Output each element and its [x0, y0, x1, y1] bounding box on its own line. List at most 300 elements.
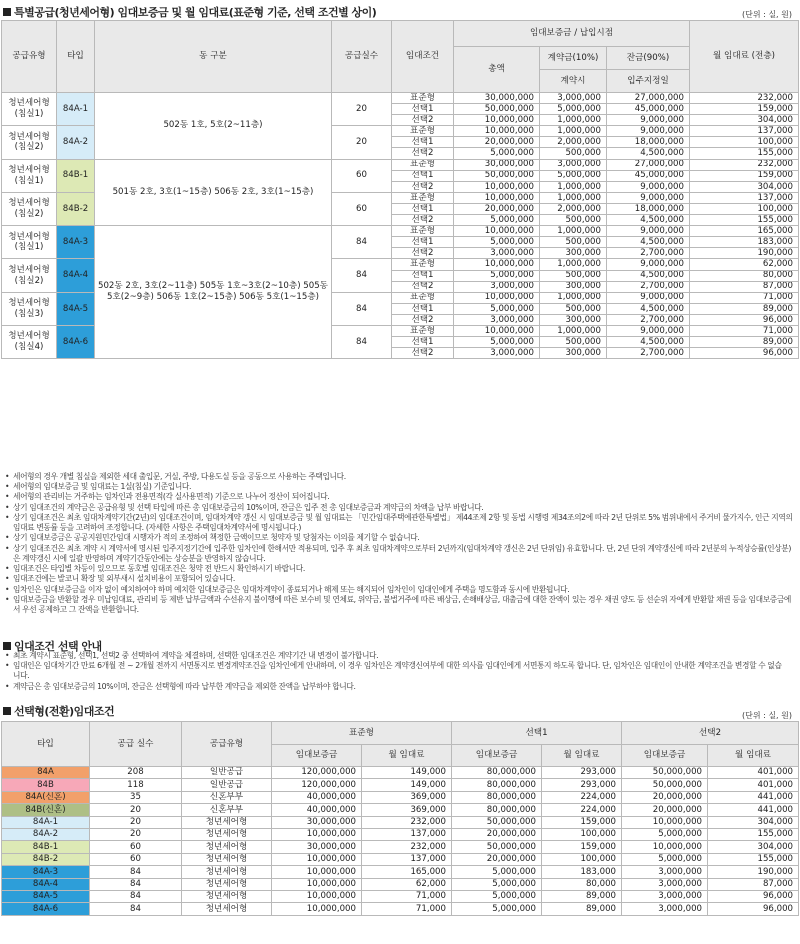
supply-count-cell: 84: [332, 325, 392, 358]
unit-label-2: (단위 : 실, 원): [741, 711, 792, 720]
condition-cell: 표준형: [392, 226, 454, 237]
option2-monthly-cell: 304,000: [708, 841, 799, 853]
option2-monthly-cell: 190,000: [708, 866, 799, 878]
type-badge: 84B(신혼): [2, 804, 90, 816]
supply-type-cell: 신혼부부: [182, 804, 272, 816]
contract-cell: 300,000: [540, 248, 607, 259]
option2-monthly-cell: 87,000: [708, 878, 799, 890]
supply-type-cell: 청년세어형 (침실1): [2, 159, 57, 192]
monthly-rent-cell: 96,000: [690, 348, 799, 359]
contract-cell: 5,000,000: [540, 170, 607, 181]
contract-cell: 300,000: [540, 348, 607, 359]
total-deposit-cell: 10,000,000: [454, 192, 540, 203]
note-item: • 상기 임대조건은 최초 임대차계약기간(2년)의 임대조건이며, 임대차계약 갱신 시 임대보증금 및 월 임대료는 「민간임대주택에관한특별법」 제44조제 2항 및 동법 시행령 제34조의2에 따라 2년 단위로 5% 범위내에서 주거비 물가지수, 인근 지역의 임대료 변동률 등을 고려하여 조정합니다. (자세한 사항은 주택임대차계약서에 명시됩니다.): [5, 513, 793, 533]
standard-deposit-cell: 30,000,000: [272, 841, 362, 853]
standard-deposit-cell: 40,000,000: [272, 804, 362, 816]
monthly-rent-cell: 159,000: [690, 104, 799, 115]
option1-monthly-cell: 293,000: [542, 767, 622, 779]
condition-cell: 선택2: [392, 181, 454, 192]
contract-cell: 1,000,000: [540, 325, 607, 336]
option2-deposit-cell: 3,000,000: [622, 890, 708, 902]
condition-cell: 선택2: [392, 314, 454, 325]
contract-cell: 500,000: [540, 215, 607, 226]
type-badge: 84A(신혼): [2, 791, 90, 803]
monthly-rent-cell: 89,000: [690, 337, 799, 348]
total-deposit-cell: 10,000,000: [454, 325, 540, 336]
option2-deposit-cell: 20,000,000: [622, 804, 708, 816]
balance-cell: 4,500,000: [607, 303, 690, 314]
balance-cell: 9,000,000: [607, 126, 690, 137]
supply-count-cell: 20: [90, 804, 182, 816]
supply-type-cell: 청년세어형: [182, 866, 272, 878]
supply-type-cell: 청년세어형 (침실4): [2, 325, 57, 358]
standard-monthly-cell: 137,000: [362, 853, 452, 865]
option2-deposit-cell: 3,000,000: [622, 878, 708, 890]
supply-count-cell: 84: [332, 259, 392, 292]
option2-monthly-cell: 441,000: [708, 791, 799, 803]
header-contract: 계약금(10%): [540, 47, 607, 70]
option2-deposit-cell: 50,000,000: [622, 767, 708, 779]
type-badge: 84A-4: [57, 259, 95, 292]
option1-monthly-cell: 80,000: [542, 878, 622, 890]
contract-cell: 300,000: [540, 314, 607, 325]
condition-cell: 표준형: [392, 292, 454, 303]
supply-type-cell: 일반공급: [182, 767, 272, 779]
contract-cell: 500,000: [540, 237, 607, 248]
condition-cell: 선택1: [392, 170, 454, 181]
monthly-rent-cell: 159,000: [690, 170, 799, 181]
type-badge: 84A-3: [57, 226, 95, 259]
standard-deposit-cell: 10,000,000: [272, 853, 362, 865]
standard-monthly-cell: 137,000: [362, 828, 452, 840]
option1-monthly-cell: 224,000: [542, 804, 622, 816]
type-badge: 84A-2: [2, 828, 90, 840]
condition-cell: 선택2: [392, 215, 454, 226]
supply-type-cell: 청년세어형 (침실2): [2, 192, 57, 225]
supply-type-cell: 청년세어형 (침실1): [2, 93, 57, 126]
contract-cell: 1,000,000: [540, 259, 607, 270]
table-row: [2, 93, 799, 104]
note-item: • 계약금은 총 임대보증금의 10%이며, 잔금은 선택형에 따라 납부한 계약금을 제외한 잔액을 납부하야 합니다.: [5, 682, 785, 692]
standard-deposit-cell: 120,000,000: [272, 779, 362, 791]
balance-cell: 27,000,000: [607, 93, 690, 104]
header-type: 타입: [2, 722, 90, 767]
condition-cell: 표준형: [392, 126, 454, 137]
notes-condition-guide: [5, 651, 785, 692]
balance-cell: 4,500,000: [607, 337, 690, 348]
monthly-rent-cell: 137,000: [690, 126, 799, 137]
option2-monthly-cell: 96,000: [708, 903, 799, 915]
balance-cell: 45,000,000: [607, 104, 690, 115]
option2-deposit-cell: 10,000,000: [622, 816, 708, 828]
contract-cell: 5,000,000: [540, 104, 607, 115]
supply-count-cell: 60: [90, 841, 182, 853]
condition-cell: 표준형: [392, 192, 454, 203]
condition-cell: 표준형: [392, 325, 454, 336]
balance-cell: 2,700,000: [607, 314, 690, 325]
table-row: [2, 903, 799, 915]
note-item: • 임대조건에는 발코니 확장 및 외부새시 설치비용이 포함되어 있습니다.: [5, 574, 793, 584]
total-deposit-cell: 50,000,000: [454, 170, 540, 181]
contract-cell: 3,000,000: [540, 159, 607, 170]
total-deposit-cell: 3,000,000: [454, 281, 540, 292]
supply-type-cell: 일반공급: [182, 779, 272, 791]
standard-deposit-cell: 30,000,000: [272, 816, 362, 828]
option2-deposit-cell: 20,000,000: [622, 791, 708, 803]
total-deposit-cell: 30,000,000: [454, 159, 540, 170]
supply-type-cell: 청년세어형: [182, 878, 272, 890]
standard-deposit-cell: 10,000,000: [272, 828, 362, 840]
balance-cell: 4,500,000: [607, 237, 690, 248]
monthly-rent-cell: 137,000: [690, 192, 799, 203]
option2-monthly-cell: 96,000: [708, 890, 799, 902]
option2-deposit-cell: 50,000,000: [622, 779, 708, 791]
table-row: [2, 841, 799, 853]
contract-cell: 3,000,000: [540, 93, 607, 104]
monthly-rent-cell: 71,000: [690, 292, 799, 303]
header-option2: 선택2: [622, 722, 799, 745]
supply-count-cell: 84: [90, 903, 182, 915]
condition-cell: 선택1: [392, 270, 454, 281]
contract-cell: 1,000,000: [540, 181, 607, 192]
supply-count-cell: 208: [90, 767, 182, 779]
standard-deposit-cell: 10,000,000: [272, 903, 362, 915]
header-balance: 잔금(90%): [607, 47, 690, 70]
table-row: [2, 816, 799, 828]
optional-conditions-table: [1, 721, 799, 916]
section-title-condition-guide: 임대조건 선택 안내: [3, 638, 102, 654]
supply-count-cell: 84: [332, 292, 392, 325]
note-item: • 상기 임대조건은 최초 계약 시 계약서에 명시된 입주지정기간에 입주한 임차인에 한해서만 적용되며, 입주 후 최초 임대차계약으로부터 2년까지(임대차계약 갱신은 2년 단위임) 유효합니다. 단, 2년 단위 계약갱신에 따라 2년분의 누적상승률(인상분)은 계약갱신 시에 일괄 반영하며 계약기간동안에는 상승분을 반영하지 않습니다.: [5, 544, 793, 564]
header-deposit: 임대보증금: [272, 745, 362, 767]
balance-cell: 9,000,000: [607, 259, 690, 270]
total-deposit-cell: 10,000,000: [454, 115, 540, 126]
option1-monthly-cell: 89,000: [542, 903, 622, 915]
total-deposit-cell: 3,000,000: [454, 248, 540, 259]
table-row: [2, 804, 799, 816]
supply-type-cell: 청년세어형: [182, 828, 272, 840]
header-building: 동 구분: [95, 21, 332, 93]
supply-type-cell: 청년세어형: [182, 816, 272, 828]
balance-cell: 9,000,000: [607, 292, 690, 303]
balance-cell: 4,500,000: [607, 270, 690, 281]
condition-cell: 선택2: [392, 148, 454, 159]
table-row: [2, 878, 799, 890]
balance-cell: 9,000,000: [607, 226, 690, 237]
total-deposit-cell: 10,000,000: [454, 126, 540, 137]
note-item: • 세어형의 임대보증금 및 임대료는 1실(침실) 기준입니다.: [5, 482, 793, 492]
contract-cell: 1,000,000: [540, 192, 607, 203]
note-item: • 임차인은 임대보증금을 이자 없이 예치하여야 하며 예치한 임대보증금은 임대차계약이 종료되거나 해제 또는 해지되어 임차인이 임대인에게 주택을 명도함과 동시에 반환됩니다.: [5, 585, 793, 595]
condition-cell: 표준형: [392, 159, 454, 170]
option1-deposit-cell: 50,000,000: [452, 816, 542, 828]
type-badge: 84B-1: [57, 159, 95, 192]
contract-cell: 500,000: [540, 337, 607, 348]
building-cell: 502동 2호, 3호(2~11층) 505동 1호~3호(2~10층) 505동 5호(2~9층) 506동 1호(2~15층) 506동 5호(1~15층): [95, 226, 332, 359]
contract-cell: 500,000: [540, 270, 607, 281]
monthly-rent-cell: 165,000: [690, 226, 799, 237]
option1-monthly-cell: 183,000: [542, 866, 622, 878]
option1-monthly-cell: 159,000: [542, 816, 622, 828]
building-cell: 501동 2호, 3호(1~15층) 506동 2호, 3호(1~15층): [95, 159, 332, 226]
supply-count-cell: 20: [90, 828, 182, 840]
option1-monthly-cell: 89,000: [542, 890, 622, 902]
total-deposit-cell: 10,000,000: [454, 226, 540, 237]
supply-count-cell: 60: [332, 192, 392, 225]
supply-count-cell: 84: [332, 226, 392, 259]
type-badge: 84A: [2, 767, 90, 779]
option2-monthly-cell: 401,000: [708, 767, 799, 779]
table-row: [2, 779, 799, 791]
monthly-rent-cell: 304,000: [690, 115, 799, 126]
monthly-rent-cell: 232,000: [690, 93, 799, 104]
header-option1: 선택1: [452, 722, 622, 745]
contract-cell: 500,000: [540, 148, 607, 159]
standard-monthly-cell: 369,000: [362, 804, 452, 816]
monthly-rent-cell: 155,000: [690, 148, 799, 159]
table-row: [2, 866, 799, 878]
table-row: [2, 159, 799, 170]
contract-cell: 1,000,000: [540, 226, 607, 237]
option2-deposit-cell: 10,000,000: [622, 841, 708, 853]
monthly-rent-cell: 304,000: [690, 181, 799, 192]
monthly-rent-cell: 96,000: [690, 314, 799, 325]
type-badge: 84A-6: [57, 325, 95, 358]
standard-monthly-cell: 369,000: [362, 791, 452, 803]
supply-count-cell: 60: [332, 159, 392, 192]
supply-count-cell: 84: [90, 890, 182, 902]
square-bullet-icon: [3, 642, 11, 650]
option1-deposit-cell: 80,000,000: [452, 779, 542, 791]
condition-cell: 표준형: [392, 259, 454, 270]
type-badge: 84A-1: [57, 93, 95, 126]
type-badge: 84A-3: [2, 866, 90, 878]
header-monthly-rent: 월 임대료 (전층): [690, 21, 799, 93]
condition-cell: 선택1: [392, 337, 454, 348]
condition-cell: 선택1: [392, 237, 454, 248]
standard-deposit-cell: 10,000,000: [272, 890, 362, 902]
option1-deposit-cell: 5,000,000: [452, 890, 542, 902]
contract-cell: 2,000,000: [540, 137, 607, 148]
header-deposit: 임대보증금: [622, 745, 708, 767]
option2-deposit-cell: 3,000,000: [622, 866, 708, 878]
unit-label: (단위 : 실, 원): [741, 10, 792, 19]
table-row: [2, 828, 799, 840]
total-deposit-cell: 5,000,000: [454, 148, 540, 159]
option1-deposit-cell: 5,000,000: [452, 878, 542, 890]
note-item: • 세어형의 경우 개별 침실을 제외한 세대 출입문, 거실, 주방, 다용도실 등을 공동으로 사용하는 주택입니다.: [5, 472, 793, 482]
monthly-rent-cell: 183,000: [690, 237, 799, 248]
condition-cell: 선택1: [392, 203, 454, 214]
supply-type-cell: 청년세어형: [182, 841, 272, 853]
standard-monthly-cell: 149,000: [362, 779, 452, 791]
condition-cell: 선택2: [392, 115, 454, 126]
option2-monthly-cell: 155,000: [708, 828, 799, 840]
header-supply-type: 공급유형: [2, 21, 57, 93]
balance-cell: 27,000,000: [607, 159, 690, 170]
option1-deposit-cell: 5,000,000: [452, 866, 542, 878]
option1-monthly-cell: 100,000: [542, 853, 622, 865]
option1-monthly-cell: 293,000: [542, 779, 622, 791]
header-supply-type: 공급유형: [182, 722, 272, 767]
balance-cell: 2,700,000: [607, 281, 690, 292]
monthly-rent-cell: 71,000: [690, 325, 799, 336]
standard-deposit-cell: 10,000,000: [272, 878, 362, 890]
supply-count-cell: 118: [90, 779, 182, 791]
table-row: [2, 853, 799, 865]
option1-monthly-cell: 224,000: [542, 791, 622, 803]
option2-deposit-cell: 3,000,000: [622, 903, 708, 915]
total-deposit-cell: 5,000,000: [454, 303, 540, 314]
total-deposit-cell: 5,000,000: [454, 215, 540, 226]
standard-deposit-cell: 40,000,000: [272, 791, 362, 803]
type-badge: 84A-5: [2, 890, 90, 902]
standard-monthly-cell: 71,000: [362, 903, 452, 915]
supply-type-cell: 청년세어형 (침실2): [2, 126, 57, 159]
header-monthly: 월 임대료: [708, 745, 799, 767]
table-row: [2, 890, 799, 902]
condition-cell: 표준형: [392, 93, 454, 104]
type-badge: 84A-5: [57, 292, 95, 325]
monthly-rent-cell: 100,000: [690, 203, 799, 214]
standard-monthly-cell: 232,000: [362, 816, 452, 828]
option1-deposit-cell: 20,000,000: [452, 853, 542, 865]
supply-type-cell: 청년세어형: [182, 853, 272, 865]
option1-monthly-cell: 100,000: [542, 828, 622, 840]
option1-deposit-cell: 50,000,000: [452, 841, 542, 853]
supply-type-cell: 청년세어형: [182, 890, 272, 902]
option1-deposit-cell: 80,000,000: [452, 804, 542, 816]
supply-type-cell: 청년세어형: [182, 903, 272, 915]
note-item: • 임대조건은 타입별 차등이 있으므로 동호별 임대조건은 청약 전 반드시 확인하시기 바랍니다.: [5, 564, 793, 574]
option1-monthly-cell: 159,000: [542, 841, 622, 853]
supply-count-cell: 35: [90, 791, 182, 803]
supply-count-cell: 84: [90, 878, 182, 890]
type-badge: 84B-2: [2, 853, 90, 865]
option1-deposit-cell: 80,000,000: [452, 791, 542, 803]
supply-count-cell: 20: [90, 816, 182, 828]
total-deposit-cell: 5,000,000: [454, 337, 540, 348]
condition-cell: 선택2: [392, 281, 454, 292]
balance-cell: 18,000,000: [607, 203, 690, 214]
supply-count-cell: 20: [332, 93, 392, 126]
standard-deposit-cell: 120,000,000: [272, 767, 362, 779]
square-bullet-icon: [3, 707, 11, 715]
standard-monthly-cell: 62,000: [362, 878, 452, 890]
balance-cell: 9,000,000: [607, 181, 690, 192]
total-deposit-cell: 10,000,000: [454, 259, 540, 270]
header-total: 총액: [454, 47, 540, 93]
supply-type-cell: 청년세어형 (침실3): [2, 292, 57, 325]
option2-monthly-cell: 155,000: [708, 853, 799, 865]
type-badge: 84A-6: [2, 903, 90, 915]
supply-count-cell: 84: [90, 866, 182, 878]
standard-deposit-cell: 10,000,000: [272, 866, 362, 878]
building-cell: 502동 1호, 5호(2~11층): [95, 93, 332, 160]
option2-deposit-cell: 5,000,000: [622, 828, 708, 840]
balance-cell: 2,700,000: [607, 248, 690, 259]
balance-cell: 4,500,000: [607, 215, 690, 226]
condition-cell: 선택1: [392, 137, 454, 148]
condition-cell: 선택1: [392, 303, 454, 314]
supply-count-cell: 20: [332, 126, 392, 159]
supply-type-cell: 청년세어형 (침실2): [2, 259, 57, 292]
balance-cell: 45,000,000: [607, 170, 690, 181]
condition-cell: 선택2: [392, 348, 454, 359]
header-contract-when: 계약시: [540, 70, 607, 93]
contract-cell: 300,000: [540, 281, 607, 292]
header-supply-count: 공급 실수: [90, 722, 182, 767]
total-deposit-cell: 10,000,000: [454, 292, 540, 303]
supply-count-cell: 60: [90, 853, 182, 865]
total-deposit-cell: 50,000,000: [454, 104, 540, 115]
option1-deposit-cell: 80,000,000: [452, 767, 542, 779]
option2-monthly-cell: 401,000: [708, 779, 799, 791]
option1-deposit-cell: 20,000,000: [452, 828, 542, 840]
condition-cell: 선택1: [392, 104, 454, 115]
contract-cell: 2,000,000: [540, 203, 607, 214]
section-title-optional-conditions: 선택형(전환)임대조건: [3, 703, 114, 719]
monthly-rent-cell: 155,000: [690, 215, 799, 226]
special-supply-table: [1, 20, 799, 359]
header-supply-count: 공급실수: [332, 21, 392, 93]
note-item: • 임대인은 임대차기간 만료 6개월 전 ~ 2개월 전까지 서면통지로 변경계약조건을 임차인에게 안내하며, 이 경우 임차인은 계약갱신여부에 대한 의사를 임대인에게 서면통지 하도록 합니다. 단, 임차인은 임대인이 안내한 계약조건을 변경할 수 없습니다.: [5, 661, 785, 681]
option2-monthly-cell: 441,000: [708, 804, 799, 816]
balance-cell: 4,500,000: [607, 148, 690, 159]
supply-type-cell: 신혼부부: [182, 791, 272, 803]
type-badge: 84B: [2, 779, 90, 791]
note-item: • 상기 임대보증금은 공공지원민간임대 시행자가 적의 조정하여 책정한 금액이므로 청약자 및 당첨자는 이의를 제기할 수 없습니다.: [5, 533, 793, 543]
header-type: 타입: [57, 21, 95, 93]
header-condition: 임대조건: [392, 21, 454, 93]
contract-cell: 1,000,000: [540, 126, 607, 137]
header-monthly: 월 임대료: [362, 745, 452, 767]
contract-cell: 500,000: [540, 303, 607, 314]
standard-monthly-cell: 165,000: [362, 866, 452, 878]
total-deposit-cell: 20,000,000: [454, 203, 540, 214]
monthly-rent-cell: 80,000: [690, 270, 799, 281]
standard-monthly-cell: 149,000: [362, 767, 452, 779]
standard-monthly-cell: 232,000: [362, 841, 452, 853]
supply-type-cell: 청년세어형 (침실1): [2, 226, 57, 259]
section-title-special-supply: 특별공급(청년세어형) 임대보증금 및 월 임대료(표준형 기준, 선택 조건별 상이): [3, 4, 376, 20]
contract-cell: 1,000,000: [540, 115, 607, 126]
balance-cell: 9,000,000: [607, 192, 690, 203]
total-deposit-cell: 20,000,000: [454, 137, 540, 148]
type-badge: 84A-4: [2, 878, 90, 890]
standard-monthly-cell: 71,000: [362, 890, 452, 902]
note-item: • 최초 계약시 표준형, 선택1, 선택2 중 선택하여 계약을 체결하며, 선택한 임대조건은 계약기간 내 변경이 불가합니다.: [5, 651, 785, 661]
total-deposit-cell: 5,000,000: [454, 270, 540, 281]
note-item: • 세어형의 관리비는 거주하는 임차인과 전용면적(각 실사용면적) 기준으로 나누어 정산이 되어집니다.: [5, 492, 793, 502]
type-badge: 84B-1: [2, 841, 90, 853]
type-badge: 84A-1: [2, 816, 90, 828]
square-bullet-icon: [3, 8, 11, 16]
balance-cell: 9,000,000: [607, 115, 690, 126]
total-deposit-cell: 3,000,000: [454, 348, 540, 359]
contract-cell: 1,000,000: [540, 292, 607, 303]
header-deposit: 임대보증금: [452, 745, 542, 767]
monthly-rent-cell: 62,000: [690, 259, 799, 270]
header-monthly: 월 임대료: [542, 745, 622, 767]
table-row: [2, 791, 799, 803]
notes-special-supply: [5, 472, 793, 615]
total-deposit-cell: 3,000,000: [454, 314, 540, 325]
monthly-rent-cell: 190,000: [690, 248, 799, 259]
note-item: • 상기 임대조건의 계약금은 공급유형 및 선택 타입에 따른 총 임대보증금의 10%이며, 잔금은 입주 전 총 임대보증금과 계약금의 차액을 납부 바랍니다.: [5, 503, 793, 513]
monthly-rent-cell: 232,000: [690, 159, 799, 170]
monthly-rent-cell: 89,000: [690, 303, 799, 314]
